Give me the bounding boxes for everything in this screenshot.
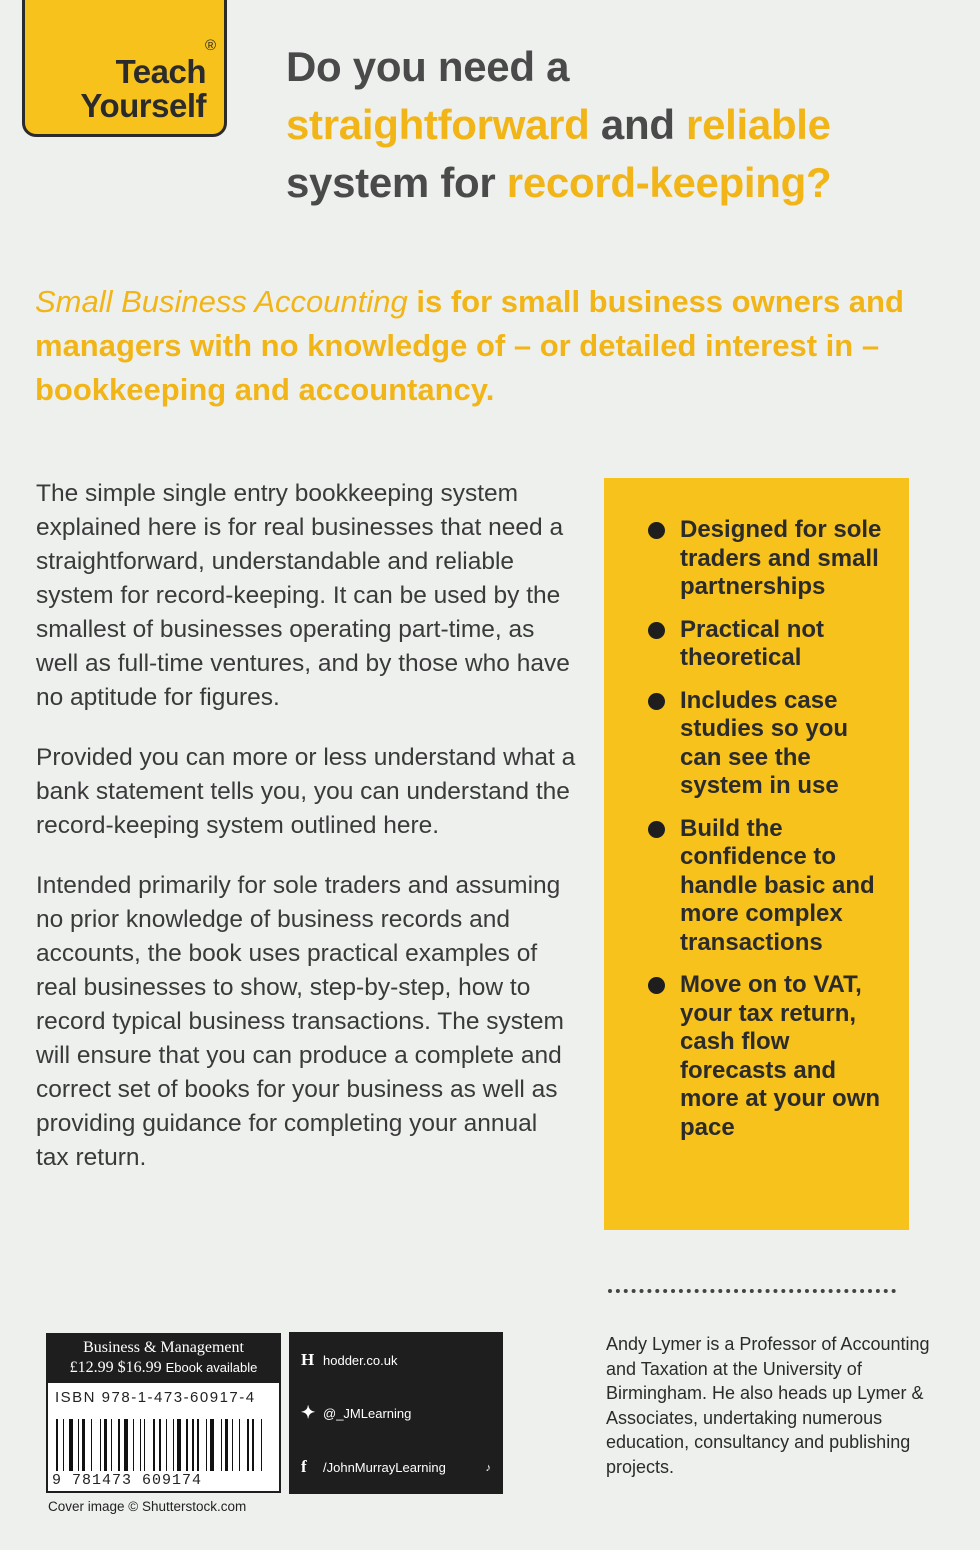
description-paragraph-2: Provided you can more or less understand what a bank statement tells you, you can understand the record-keeping system outlined here. [36,744,576,839]
teach-yourself-logo [22,0,227,137]
headline [286,38,966,212]
barcode-bar [261,1419,262,1471]
barcode-bar [247,1419,248,1471]
barcode-bar [78,1419,79,1471]
barcode-bar [159,1419,160,1471]
logo-line-2: Yourself [80,87,206,124]
barcode-bar [133,1419,134,1471]
feature-item [648,971,889,1142]
barcode-bar [140,1419,141,1471]
description-paragraph-1: The simple single entry bookkeeping system explained here is for real businesses that need a straightforward, understandable and reliable system for record-keeping. It can be used by the smallest of businesses operating part-time, as well as full-time ventures, and by those who have no aptitude for figures. [36,480,570,711]
price-barcode-box [46,1333,281,1493]
headline-line-2 [286,96,966,154]
feature-text: Build the confidence to handle basic and more complex transactions [680,814,875,956]
intro-statement [35,280,955,412]
category-price-header [48,1335,279,1383]
cover-image-credit: Cover image © Shutterstock.com [48,1499,247,1514]
headline-line-1: Do you need a [286,43,570,90]
barcode-bar [239,1419,240,1471]
barcode-bar [177,1419,181,1471]
hodder-icon: H [301,1350,315,1369]
feature-item [648,516,889,602]
barcode-bar [232,1419,233,1471]
headline-system-for: system for [286,159,507,206]
barcode-bar [63,1419,64,1471]
barcode-bar [197,1419,199,1471]
barcode-bar [91,1419,92,1471]
barcode-bar [173,1419,174,1471]
barcode-bar [225,1419,227,1471]
price-line [54,1358,273,1378]
feature-list [648,516,889,1142]
price-values: £12.99 $16.99 [69,1359,162,1376]
description [36,477,576,1201]
headline-word-straightforward: straightforward [286,101,590,148]
barcode-bar [166,1419,167,1471]
barcode-bar [111,1419,112,1471]
isbn-number: ISBN 978-1-473-60917-4 [55,1389,256,1406]
music-note-icon: ♪ [485,1462,491,1474]
twitter-bird-icon: ✦ [301,1403,316,1422]
barcode-bar [153,1419,155,1471]
barcode-digits: 9 781473 609174 [52,1472,203,1489]
barcode-bar [56,1419,58,1471]
barcode-bar [252,1419,254,1471]
logo-line-1: Teach [115,53,206,90]
bullet-icon [648,821,665,838]
bullet-icon [648,522,665,539]
ebook-note: Ebook available [165,1360,258,1375]
dotted-divider [608,1289,896,1293]
bullet-icon [648,977,665,994]
twitter-handle: @_JMLearning [323,1406,412,1421]
barcode-bar [82,1419,84,1471]
twitter-link[interactable] [301,1403,411,1423]
feature-item [648,687,889,801]
barcode-bar [221,1419,222,1471]
barcode-image [56,1419,274,1471]
headline-record-keeping: record-keeping? [506,159,832,206]
website-link[interactable] [301,1350,397,1370]
barcode-bar [144,1419,145,1471]
barcode-bar [192,1419,193,1471]
barcode-bar [186,1419,188,1471]
author-bio [606,1332,936,1480]
features-box [604,478,909,1230]
feature-text: Move on to VAT, your tax return, cash flow forecasts and more at your own pace [680,971,881,1141]
author-name: Andy Lymer [606,1334,702,1354]
feature-text: Practical not theoretical [680,615,825,671]
barcode-bar [124,1419,128,1471]
facebook-handle: /JohnMurrayLearning [323,1460,446,1475]
feature-item [648,815,889,958]
headline-word-and: and [589,101,687,148]
book-title: Small Business Accounting [35,284,408,319]
author-description: is a Professor of Accounting and Taxation at the University of Birmingham. He also heads up Lymer & Associates, undertaking numerous education, consultancy and publishing projects. [606,1334,930,1477]
headline-line-3 [286,154,966,212]
barcode-bar [206,1419,207,1471]
feature-text: Includes case studies so you can see the system in use [680,686,849,799]
category-label: Business & Management [83,1339,244,1356]
feature-item [648,616,889,673]
barcode-bar [104,1419,106,1471]
publisher-links-box [289,1332,503,1494]
description-paragraph-3: Intended primarily for sole traders and assuming no prior knowledge of business records and accounts, the book uses practical examples of real businesses to show, step-by-step, how to record typical business transactions. The system will ensure that you can produce a complete and correct set of books for your business as well as providing guidance for completing your annual tax return. [36,872,564,1171]
barcode-bar [118,1419,120,1471]
feature-text: Designed for sole traders and small partnerships [680,516,882,600]
website-text: hodder.co.uk [323,1353,398,1368]
headline-word-reliable: reliable [686,101,831,148]
bullet-icon [648,693,665,710]
facebook-icon: f [301,1457,307,1476]
barcode-bar [69,1419,73,1471]
barcode-bar [100,1419,101,1471]
facebook-link[interactable] [301,1457,446,1477]
intro-text: is for small business owners and managers with no knowledge of – or detailed interest in – bookkeeping and accountancy. [35,284,904,407]
barcode-bar [210,1419,214,1471]
registered-mark: ® [204,37,216,54]
bullet-icon [648,622,665,639]
